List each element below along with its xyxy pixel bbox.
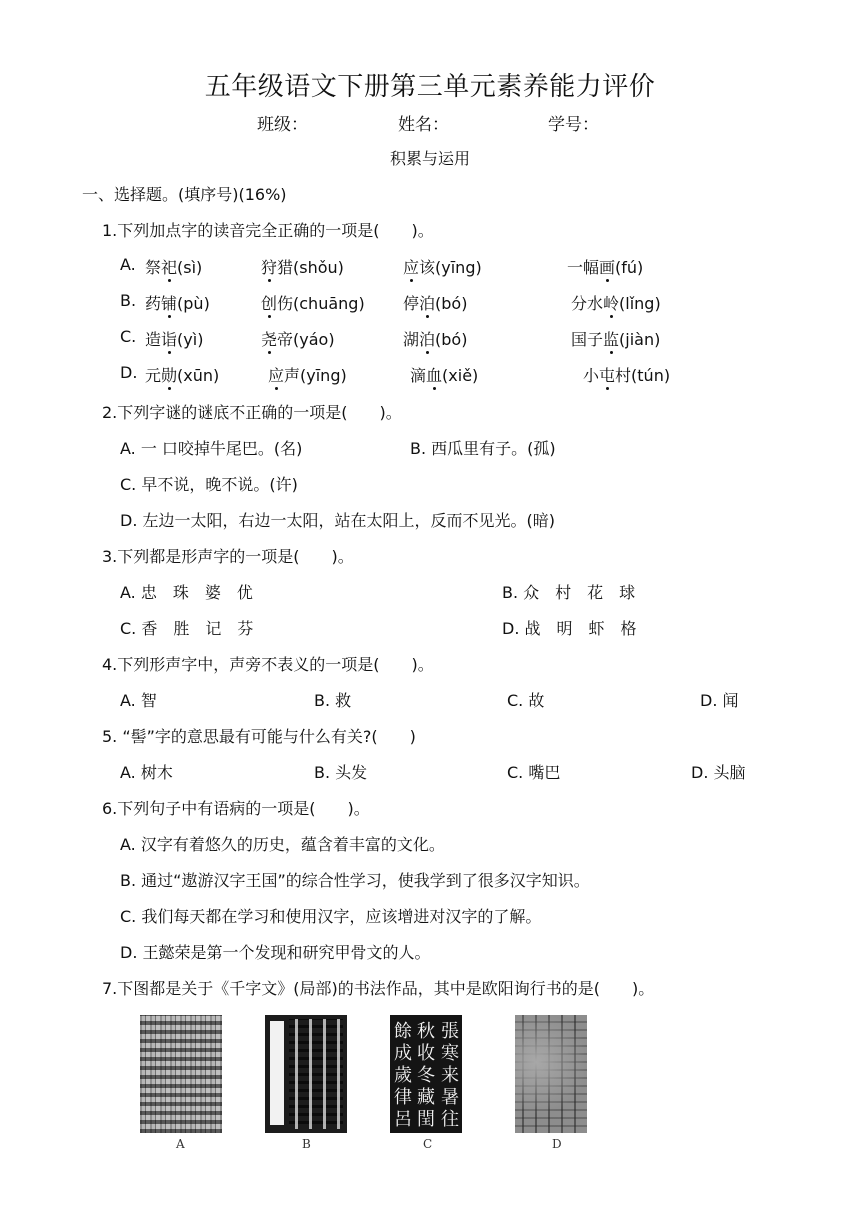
question-2-option-d: D. 左边一太阳，右边一太阳，站在太阳上，反而不见光。(暗) — [120, 511, 555, 530]
question-1-word: 湖泊(bó) — [403, 327, 467, 350]
question-1-option-letter: D. — [120, 363, 138, 382]
question-1-stem: 1.下列加点字的读音完全正确的一项是( )。 — [102, 221, 434, 240]
question-4-option-c: C. 故 — [507, 691, 545, 710]
question-6-option-c: C. 我们每天都在学习和使用汉字，应该增进对汉字的了解。 — [120, 907, 542, 926]
question-1-word: 应声(yīng) — [268, 363, 347, 386]
question-2-option-b: B. 西瓜里有子。(孤) — [410, 439, 556, 458]
question-2-option-a: A. 一 口咬掉牛尾巴。(名) — [120, 439, 303, 458]
calligraphy-image-d — [515, 1015, 587, 1133]
part-one-heading: 一、选择题。(填序号)(16%) — [82, 185, 287, 204]
question-1-word: 尧帝(yáo) — [261, 327, 335, 350]
calligraphy-character: 歲 — [394, 1065, 412, 1086]
page-title: 五年级语文下册第三单元素养能力评价 — [204, 72, 656, 102]
question-1-word: 滴血(xiě) — [410, 363, 478, 386]
section-heading: 积累与运用 — [389, 149, 470, 168]
calligraphy-character: 暑 — [441, 1087, 459, 1108]
calligraphy-character: 往 — [441, 1109, 459, 1130]
question-1-word: 分水岭(lǐng) — [571, 291, 661, 314]
question-1-word: 药铺(pù) — [145, 291, 210, 314]
question-1-word: 应该(yīng) — [403, 255, 482, 278]
question-4-option-d: D. 闻 — [700, 691, 739, 710]
question-1-word: 元勋(xūn) — [145, 363, 219, 386]
image-label-b: B — [302, 1137, 311, 1151]
question-1-word: 小屯村(tún) — [583, 363, 670, 386]
question-3-option-d: D. 战 明 虾 格 — [502, 619, 637, 638]
calligraphy-character: 寒 — [441, 1043, 459, 1064]
question-2-option-c: C. 早不说，晚不说。(许) — [120, 475, 298, 494]
question-1-word: 狩猎(shǒu) — [261, 255, 344, 278]
calligraphy-character: 收 — [417, 1043, 435, 1064]
question-4-stem: 4.下列形声字中，声旁不表义的一项是( )。 — [102, 655, 434, 674]
calligraphy-character: 冬 — [417, 1065, 435, 1086]
question-1-word: 一幅画(fú) — [567, 255, 643, 278]
calligraphy-image-a — [140, 1015, 222, 1133]
question-7-stem: 7.下图都是关于《千字文》(局部)的书法作品，其中是欧阳询行书的是( )。 — [102, 979, 655, 998]
question-6-stem: 6.下列句子中有语病的一项是( )。 — [102, 799, 370, 818]
question-3-option-b: B. 众 村 花 球 — [502, 583, 636, 602]
class-label: 班级： — [257, 115, 308, 135]
question-5-option-d: D. 头脑 — [691, 763, 746, 782]
question-2-stem: 2.下列字谜的谜底不正确的一项是( )。 — [102, 403, 402, 422]
question-1-option-letter: C. — [120, 327, 137, 346]
calligraphy-character: 来 — [441, 1065, 459, 1086]
question-4-option-a: A. 智 — [120, 691, 157, 710]
calligraphy-character: 張 — [441, 1021, 459, 1042]
calligraphy-character: 呂 — [394, 1109, 412, 1130]
question-1-word: 停泊(bó) — [403, 291, 467, 314]
question-1-option-letter: B. — [120, 291, 137, 310]
question-6-option-b: B. 通过“遨游汉字王国”的综合性学习，使我学到了很多汉字知识。 — [120, 871, 590, 890]
calligraphy-character: 律 — [394, 1087, 412, 1108]
calligraphy-character: 閏 — [417, 1109, 435, 1130]
question-6-option-d: D. 王懿荣是第一个发现和研究甲骨文的人。 — [120, 943, 431, 962]
calligraphy-image-b — [265, 1015, 347, 1133]
question-5-stem: 5. “髻”字的意思最有可能与什么有关?( ) — [102, 727, 416, 746]
question-1-option-letter: A. — [120, 255, 136, 274]
question-3-option-a: A. 忠 珠 婆 优 — [120, 583, 253, 602]
question-1-word: 国子监(jiàn) — [571, 327, 660, 350]
student-number-label: 学号： — [548, 115, 599, 135]
question-5-option-a: A. 树木 — [120, 763, 173, 782]
question-5-option-b: B. 头发 — [314, 763, 368, 782]
question-5-option-c: C. 嘴巴 — [507, 763, 561, 782]
question-1-word: 祭祀(sì) — [145, 255, 202, 278]
calligraphy-character: 成 — [394, 1043, 412, 1064]
question-1-word: 造诣(yì) — [145, 327, 203, 350]
calligraphy-character: 秋 — [417, 1021, 435, 1042]
calligraphy-image-c — [390, 1015, 462, 1133]
name-label: 姓名： — [398, 115, 449, 135]
image-label-c: C — [423, 1137, 433, 1151]
question-4-option-b: B. 救 — [314, 691, 352, 710]
question-1-word: 创伤(chuāng) — [261, 291, 365, 314]
image-label-d: D — [552, 1137, 562, 1151]
question-6-option-a: A. 汉字有着悠久的历史，蕴含着丰富的文化。 — [120, 835, 445, 854]
question-3-stem: 3.下列都是形声字的一项是( )。 — [102, 547, 354, 566]
calligraphy-character: 藏 — [417, 1087, 435, 1108]
image-label-a: A — [176, 1137, 185, 1151]
calligraphy-character: 餘 — [394, 1021, 412, 1042]
question-3-option-c: C. 香 胜 记 芬 — [120, 619, 254, 638]
